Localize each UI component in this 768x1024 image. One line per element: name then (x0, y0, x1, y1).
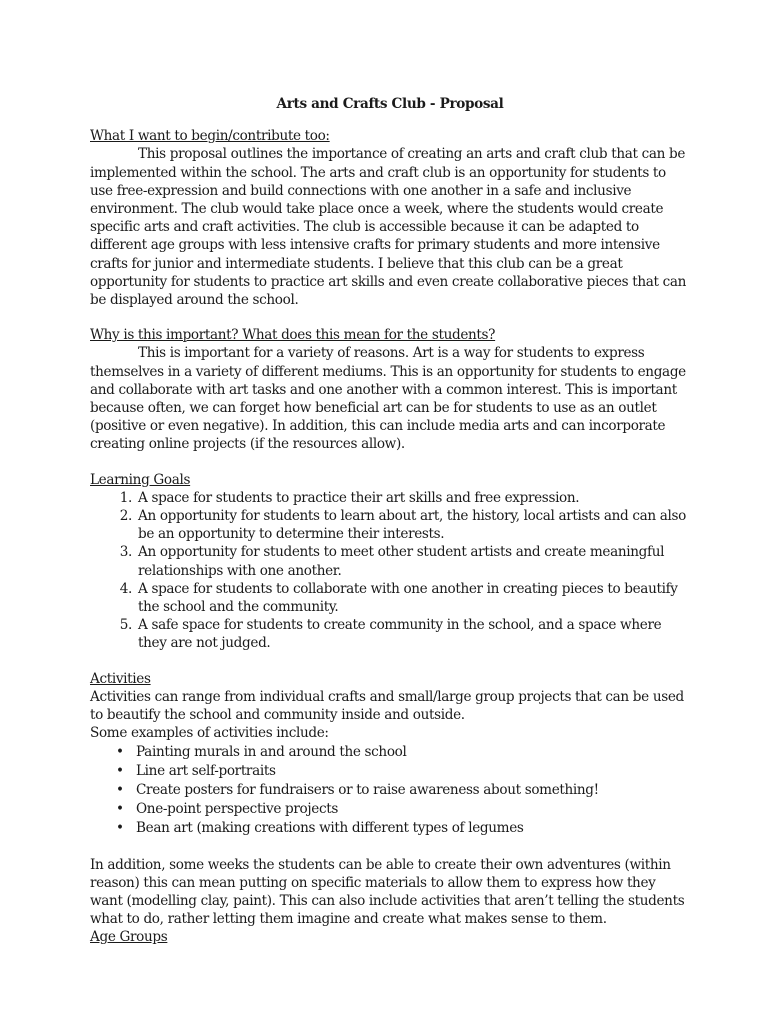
paragraph-activities-intro: Activities can range from individual crafts and small/large group projects that can be used to beautify the school and community inside and outside. (90, 688, 684, 724)
section-heading-importance: Why is this important? What does this mean for the students? (90, 327, 496, 344)
list-item (116, 800, 690, 818)
list-item-text: One-point perspective projects (136, 801, 338, 818)
list-item: 5. A safe space for students to create community in the school, and a space where they are not judged. (136, 616, 690, 652)
list-item-text: Create posters for fundraisers or to raise awareness about something! (136, 781, 599, 798)
section-heading-age-groups: Age Groups (90, 929, 168, 946)
paragraph-spacer (90, 309, 690, 326)
section-heading-learning-goals: Learning Goals (90, 471, 191, 488)
section-heading-contribute: What I want to begin/contribute too: (90, 128, 330, 145)
bullet-icon: • (116, 781, 124, 798)
section-heading-activities: Activities (90, 670, 151, 687)
list-item-text: Bean art (making creations with different types of legumes (136, 820, 524, 837)
paragraph-spacer (90, 653, 690, 670)
paragraph-spacer (90, 839, 690, 856)
list-item: 3. An opportunity for students to meet other student artists and create meaningful relationships with one another. (136, 543, 690, 579)
activities-list (90, 743, 690, 838)
paragraph-activities-examples-lead: Some examples of activities include: (90, 725, 329, 742)
bullet-icon: • (116, 820, 124, 837)
document-page (90, 95, 690, 947)
list-item-text: Painting murals in and around the school (136, 743, 407, 760)
bullet-icon: • (116, 743, 124, 760)
paragraph-activities-closing: In addition, some weeks the students can be able to create their own adventures (within reason) this can mean putting on specific materials to allow them to express how they want (modelling clay, paint). This can also include activities that aren’t telling the students what to do, rather letting them imagine and create what makes sense to them. (90, 856, 685, 928)
bullet-icon: • (116, 762, 124, 779)
paragraph-importance: This is important for a variety of reasons. Art is a way for students to express themselves in a variety of different mediums. This is an opportunity for students to engage and collaborate with art tasks and one another with a common interest. This is important because often, we can forget how beneficial art can be for students to use as an outlet (positive or even negative). In addition, this can include media arts and can incorporate creating online projects (if the resources allow). (90, 345, 686, 453)
list-item: 4. A space for students to collaborate with one another in creating pieces to beautify the school and the community. (136, 580, 690, 616)
document-title: Arts and Crafts Club - Proposal (276, 96, 504, 112)
list-item (116, 743, 690, 761)
learning-goals-list (90, 489, 690, 653)
list-item-text: Line art self-portraits (136, 762, 276, 779)
list-item (116, 762, 690, 780)
paragraph-spacer (90, 454, 690, 471)
list-item: 1. A space for students to practice their art skills and free expression. (136, 489, 690, 507)
list-item (116, 781, 690, 799)
list-item: 2. An opportunity for students to learn about art, the history, local artists and can also be an opportunity to determine their interests. (136, 507, 690, 543)
bullet-icon: • (116, 801, 124, 818)
paragraph-proposal-overview: This proposal outlines the importance of creating an arts and craft club that can be implemented within the school. The arts and craft club is an opportunity for students to use free-expression and build connections with one another in a safe and inclusive environment. The club would take place once a week, where the students would create specific arts and craft activities. The club is accessible because it can be adapted to different age groups with less intensive crafts for primary students and more intensive crafts for junior and intermediate students. I believe that this club can be a great opportunity for students to practice art skills and even create collaborative pieces that can be displayed around the school. (90, 146, 686, 309)
list-item (116, 819, 690, 837)
